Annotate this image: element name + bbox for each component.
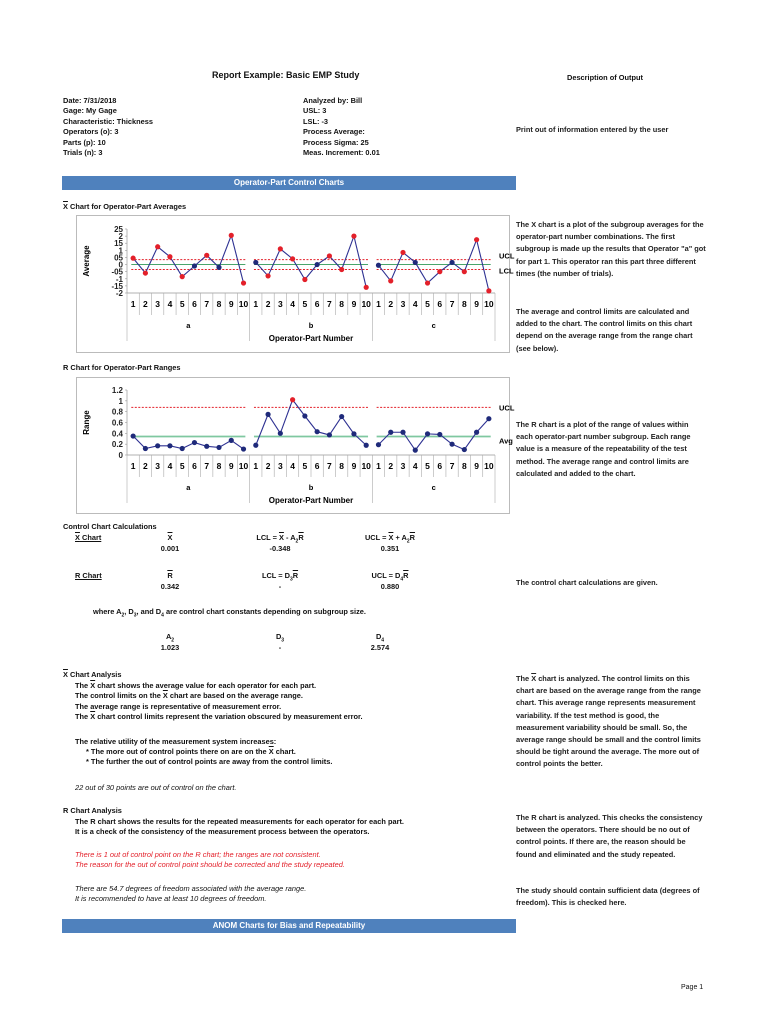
xbar-description-1: The X chart is a plot of the subgroup averages for the operator-part number combinations. The first subgroup is made up the results that Operator "a" got for part 1. This operator ran this part three different times (the number of trials). xyxy=(516,220,706,278)
const-d4-head: $D_4$ xyxy=(375,632,385,644)
svg-text:Average: Average xyxy=(82,245,91,277)
svg-text:9: 9 xyxy=(351,461,357,471)
svg-text:9: 9 xyxy=(474,299,479,309)
r-analysis-lines xyxy=(75,817,404,838)
svg-text:9: 9 xyxy=(474,461,479,471)
svg-text:UCL: UCL xyxy=(499,403,515,413)
svg-text:8: 8 xyxy=(461,461,467,471)
calc-r-lcl-head: LCL = $D_3\overline{R}$ xyxy=(261,571,299,583)
svg-text:Avg: Avg xyxy=(499,436,513,446)
xbar-analysis-line-3: The average range is representative of measurement error. xyxy=(75,701,282,711)
svg-text:7: 7 xyxy=(204,299,210,309)
svg-text:8: 8 xyxy=(339,299,345,309)
svg-text:5: 5 xyxy=(425,299,430,309)
calc-xbar-lcl-value: -0.348 xyxy=(269,544,291,553)
xbar-description-2: The average and control limits are calculated and added to the chart. The control limits on this chart depend on the average range from the range chart (see below). xyxy=(516,307,693,353)
svg-text:2: 2 xyxy=(118,232,123,242)
r-warning-1: There is 1 out of control point on the R chart; the ranges are not consistent. xyxy=(75,850,321,859)
svg-text:4: 4 xyxy=(167,461,173,471)
section-bar-anom: ANOM Charts for Bias and Repeatability xyxy=(62,919,516,933)
xbar-bullets xyxy=(86,747,332,768)
svg-text:a: a xyxy=(186,321,191,330)
svg-text:8: 8 xyxy=(216,461,222,471)
svg-text:-15: -15 xyxy=(111,281,123,291)
r-analysis-dof xyxy=(75,884,306,905)
svg-text:4: 4 xyxy=(290,299,295,309)
info-trials: Trials (n): 3 xyxy=(63,148,103,158)
svg-text:0: 0 xyxy=(118,260,123,270)
svg-text:8: 8 xyxy=(216,299,222,309)
svg-text:0.4: 0.4 xyxy=(111,429,123,439)
svg-text:3: 3 xyxy=(400,461,406,471)
info-meas-increment: Meas. Increment: 0.01 xyxy=(303,148,380,158)
calc-xbar-mean-value: 0.001 xyxy=(160,544,180,553)
svg-text:2: 2 xyxy=(265,299,271,309)
svg-text:5: 5 xyxy=(179,299,185,309)
r-analysis-description-1: The R chart is analyzed. This checks the consistency between the operators. There should be no out of control points. If there are, the reason should be found and eliminated and the study repeated. xyxy=(516,813,703,859)
svg-text:7: 7 xyxy=(449,299,455,309)
svg-text:-1: -1 xyxy=(115,274,123,284)
r-chart-plot xyxy=(77,378,515,513)
calc-description: The control chart calculations are given. xyxy=(516,578,658,587)
svg-text:1: 1 xyxy=(118,246,123,256)
svg-text:0.8: 0.8 xyxy=(111,407,123,417)
r-analysis-warning xyxy=(75,850,345,871)
page-number: Page 1 xyxy=(681,984,704,991)
info-parts: Parts (p): 10 xyxy=(63,137,106,147)
svg-text:3: 3 xyxy=(155,461,161,471)
calc-r-ucl-head: UCL = $D_4\overline{R}$ xyxy=(371,571,409,583)
info-date: Date: 7/31/2018 xyxy=(63,96,117,105)
r-dof-2: It is recommended to have at least 10 degrees of freedom. xyxy=(75,894,267,904)
svg-text:10: 10 xyxy=(484,299,494,309)
svg-text:-05: -05 xyxy=(111,267,123,277)
svg-text:10: 10 xyxy=(484,461,494,471)
info-description: Print out of information entered by the user xyxy=(516,125,669,134)
svg-text:1: 1 xyxy=(376,461,381,471)
svg-text:4: 4 xyxy=(412,299,418,309)
calc-where-text: where $A_2$, $D_3$, and $D_4$ are control chart constants depending on subgroup size. xyxy=(93,607,366,619)
svg-text:UCL: UCL xyxy=(499,251,515,261)
xbar-result: 22 out of 30 points are out of control on the chart. xyxy=(75,783,237,792)
xbar-analysis-line-4: The $\overline{X}$ chart control limits represent the variation obscured by measurement error. xyxy=(75,712,363,722)
r-dof-1: There are 54.7 degrees of freedom associated with the average range. xyxy=(75,884,307,893)
info-left xyxy=(63,96,153,158)
svg-text:7: 7 xyxy=(327,299,332,309)
svg-text:9: 9 xyxy=(228,299,234,309)
r-analysis-heading: R Chart Analysis xyxy=(63,806,122,815)
svg-text:3: 3 xyxy=(277,299,283,309)
const-d4-value: 2.574 xyxy=(370,643,390,652)
svg-text:7: 7 xyxy=(327,461,332,471)
svg-text:4: 4 xyxy=(290,461,295,471)
xbar-analysis-line-1: The $\overline{X}$ chart shows the average value for each operator for each part. xyxy=(75,681,317,690)
svg-text:6: 6 xyxy=(192,461,197,471)
info-process-average: Process Average: xyxy=(303,127,365,137)
svg-text:6: 6 xyxy=(192,299,197,309)
calc-xbar-lcl-head: LCL = $\overline{X} - A_2\overline{R}$ xyxy=(256,533,304,545)
r-chart xyxy=(76,377,515,514)
calc-r-label: R Chart xyxy=(75,571,102,580)
xbar-analysis-lines xyxy=(75,681,363,723)
svg-text:05: 05 xyxy=(114,253,123,263)
info-analyzed-by: Analyzed by: Bill xyxy=(303,96,363,105)
svg-text:b: b xyxy=(308,321,314,330)
svg-text:-2: -2 xyxy=(115,289,123,298)
r-description: The R chart is a plot of the range of values within each operator-part number subgroup. Each range value is a measure of the repeatability of the test method. The average range and control limits are calculated and added to the chart. xyxy=(516,420,691,478)
svg-text:7: 7 xyxy=(449,461,455,471)
svg-text:10: 10 xyxy=(361,299,371,309)
r-warning-2: The reason for the out of control point should be corrected and the study repeated. xyxy=(75,860,345,870)
svg-text:c: c xyxy=(431,321,436,330)
svg-text:10: 10 xyxy=(361,461,371,471)
svg-text:0: 0 xyxy=(118,451,123,460)
xbar-utility: The relative utility of the measurement system increases: xyxy=(75,737,277,746)
svg-text:1: 1 xyxy=(376,299,381,309)
r-analysis-line-1: The R chart shows the results for the repeated measurements for each operator for each part. xyxy=(75,817,404,826)
info-right xyxy=(303,96,380,158)
svg-text:1: 1 xyxy=(253,461,259,471)
svg-text:a: a xyxy=(186,483,191,492)
svg-text:8: 8 xyxy=(339,461,345,471)
svg-text:1: 1 xyxy=(118,396,123,406)
calc-xbar-ucl-value: 0.351 xyxy=(380,544,400,553)
svg-text:4: 4 xyxy=(412,461,418,471)
const-a2-value: 1.023 xyxy=(160,643,180,652)
calc-xbar-mean-head: $\overline{X}$ xyxy=(167,533,173,542)
xbar-analysis-line-2: The control limits on the $\overline{X}$ chart are based on the average range. xyxy=(75,691,303,701)
svg-text:6: 6 xyxy=(314,461,320,471)
section-bar-control-charts: Operator-Part Control Charts xyxy=(62,176,516,190)
svg-text:3: 3 xyxy=(400,299,406,309)
info-operators: Operators (o): 3 xyxy=(63,127,119,137)
calc-r-ucl-value: 0.880 xyxy=(380,582,400,591)
const-d3-value: - xyxy=(278,643,282,652)
info-usl: USL: 3 xyxy=(303,106,327,116)
svg-text:6: 6 xyxy=(437,461,443,471)
svg-text:3: 3 xyxy=(155,299,161,309)
svg-text:1.2: 1.2 xyxy=(111,386,123,395)
svg-text:10: 10 xyxy=(238,299,249,309)
svg-text:5: 5 xyxy=(179,461,185,471)
svg-text:2: 2 xyxy=(143,299,148,309)
xbar-chart xyxy=(76,215,515,353)
svg-text:5: 5 xyxy=(302,461,308,471)
calc-r-mean-value: 0.342 xyxy=(160,582,180,591)
info-gage: Gage: My Gage xyxy=(63,106,117,116)
calc-r-mean-head: $\overline{R}$ xyxy=(167,571,173,580)
r-chart-heading: R Chart for Operator-Part Ranges xyxy=(63,363,181,372)
calc-xbar-ucl-head: UCL = $\overline{X} + A_2\overline{R}$ xyxy=(364,533,416,545)
svg-text:2: 2 xyxy=(388,299,394,309)
xbar-analysis-heading: $\overline{X}$ Chart Analysis xyxy=(63,670,122,679)
svg-text:LCL: LCL xyxy=(499,266,514,276)
svg-text:8: 8 xyxy=(461,299,467,309)
info-lsl: LSL: -3 xyxy=(303,116,329,126)
xbar-chart-plot xyxy=(77,216,515,352)
r-analysis-line-2: It is a check of the consistency of the measurement process between the operators. xyxy=(75,827,370,837)
svg-text:1: 1 xyxy=(130,461,136,471)
report-title: Report Example: Basic EMP Study xyxy=(212,70,360,80)
svg-text:25: 25 xyxy=(114,225,123,234)
info-process-sigma: Process Sigma: 25 xyxy=(303,137,369,147)
const-a2-head: $A_2$ xyxy=(165,632,175,644)
xbar-bullet-1: * The more out of control points there on are on the $\overline{X}$ chart. xyxy=(86,747,296,756)
svg-text:15: 15 xyxy=(114,239,123,249)
svg-text:5: 5 xyxy=(425,461,430,471)
svg-text:9: 9 xyxy=(351,299,357,309)
svg-text:6: 6 xyxy=(437,299,443,309)
description-header: Description of Output xyxy=(567,73,643,82)
calc-r-lcl-value: - xyxy=(278,582,282,591)
svg-text:0.2: 0.2 xyxy=(111,440,123,450)
xbar-analysis-description: The $\overline{X}$ chart is analyzed. The control limits on this chart are based on the average range from the range chart. This average range represents measurement variability. If the test method is good, the measurement variability should be small. So, the average range should be small and the control limits should be tight around the average. The more out of control points the better. xyxy=(516,674,701,769)
svg-text:1: 1 xyxy=(253,299,259,309)
xbar-chart-heading: $\overline{X}$ Chart for Operator-Part Averages xyxy=(63,202,187,211)
svg-text:2: 2 xyxy=(388,461,394,471)
svg-text:3: 3 xyxy=(277,461,283,471)
calc-heading: Control Chart Calculations xyxy=(63,522,157,531)
svg-text:4: 4 xyxy=(167,299,173,309)
svg-text:1: 1 xyxy=(130,299,136,309)
svg-text:b: b xyxy=(308,483,314,492)
svg-text:Operator-Part Number: Operator-Part Number xyxy=(268,334,354,343)
svg-text:2: 2 xyxy=(265,461,271,471)
svg-text:6: 6 xyxy=(314,299,320,309)
r-analysis-description-2: The study should contain sufficient data (degrees of freedom). This is checked here. xyxy=(516,886,700,908)
svg-text:2: 2 xyxy=(143,461,148,471)
info-characteristic: Characteristic: Thickness xyxy=(63,116,153,126)
calc-xbar-label: X Chart xyxy=(75,533,102,542)
xbar-bullet-2: * The further the out of control points are away from the control limits. xyxy=(86,757,333,767)
svg-text:7: 7 xyxy=(204,461,210,471)
svg-text:10: 10 xyxy=(238,461,249,471)
const-d3-head: $D_3$ xyxy=(275,632,285,644)
svg-text:9: 9 xyxy=(228,461,234,471)
svg-text:5: 5 xyxy=(302,299,308,309)
svg-text:c: c xyxy=(431,483,436,492)
svg-text:Operator-Part Number: Operator-Part Number xyxy=(268,496,354,505)
svg-text:Range: Range xyxy=(82,410,91,435)
svg-text:0.6: 0.6 xyxy=(111,418,123,428)
